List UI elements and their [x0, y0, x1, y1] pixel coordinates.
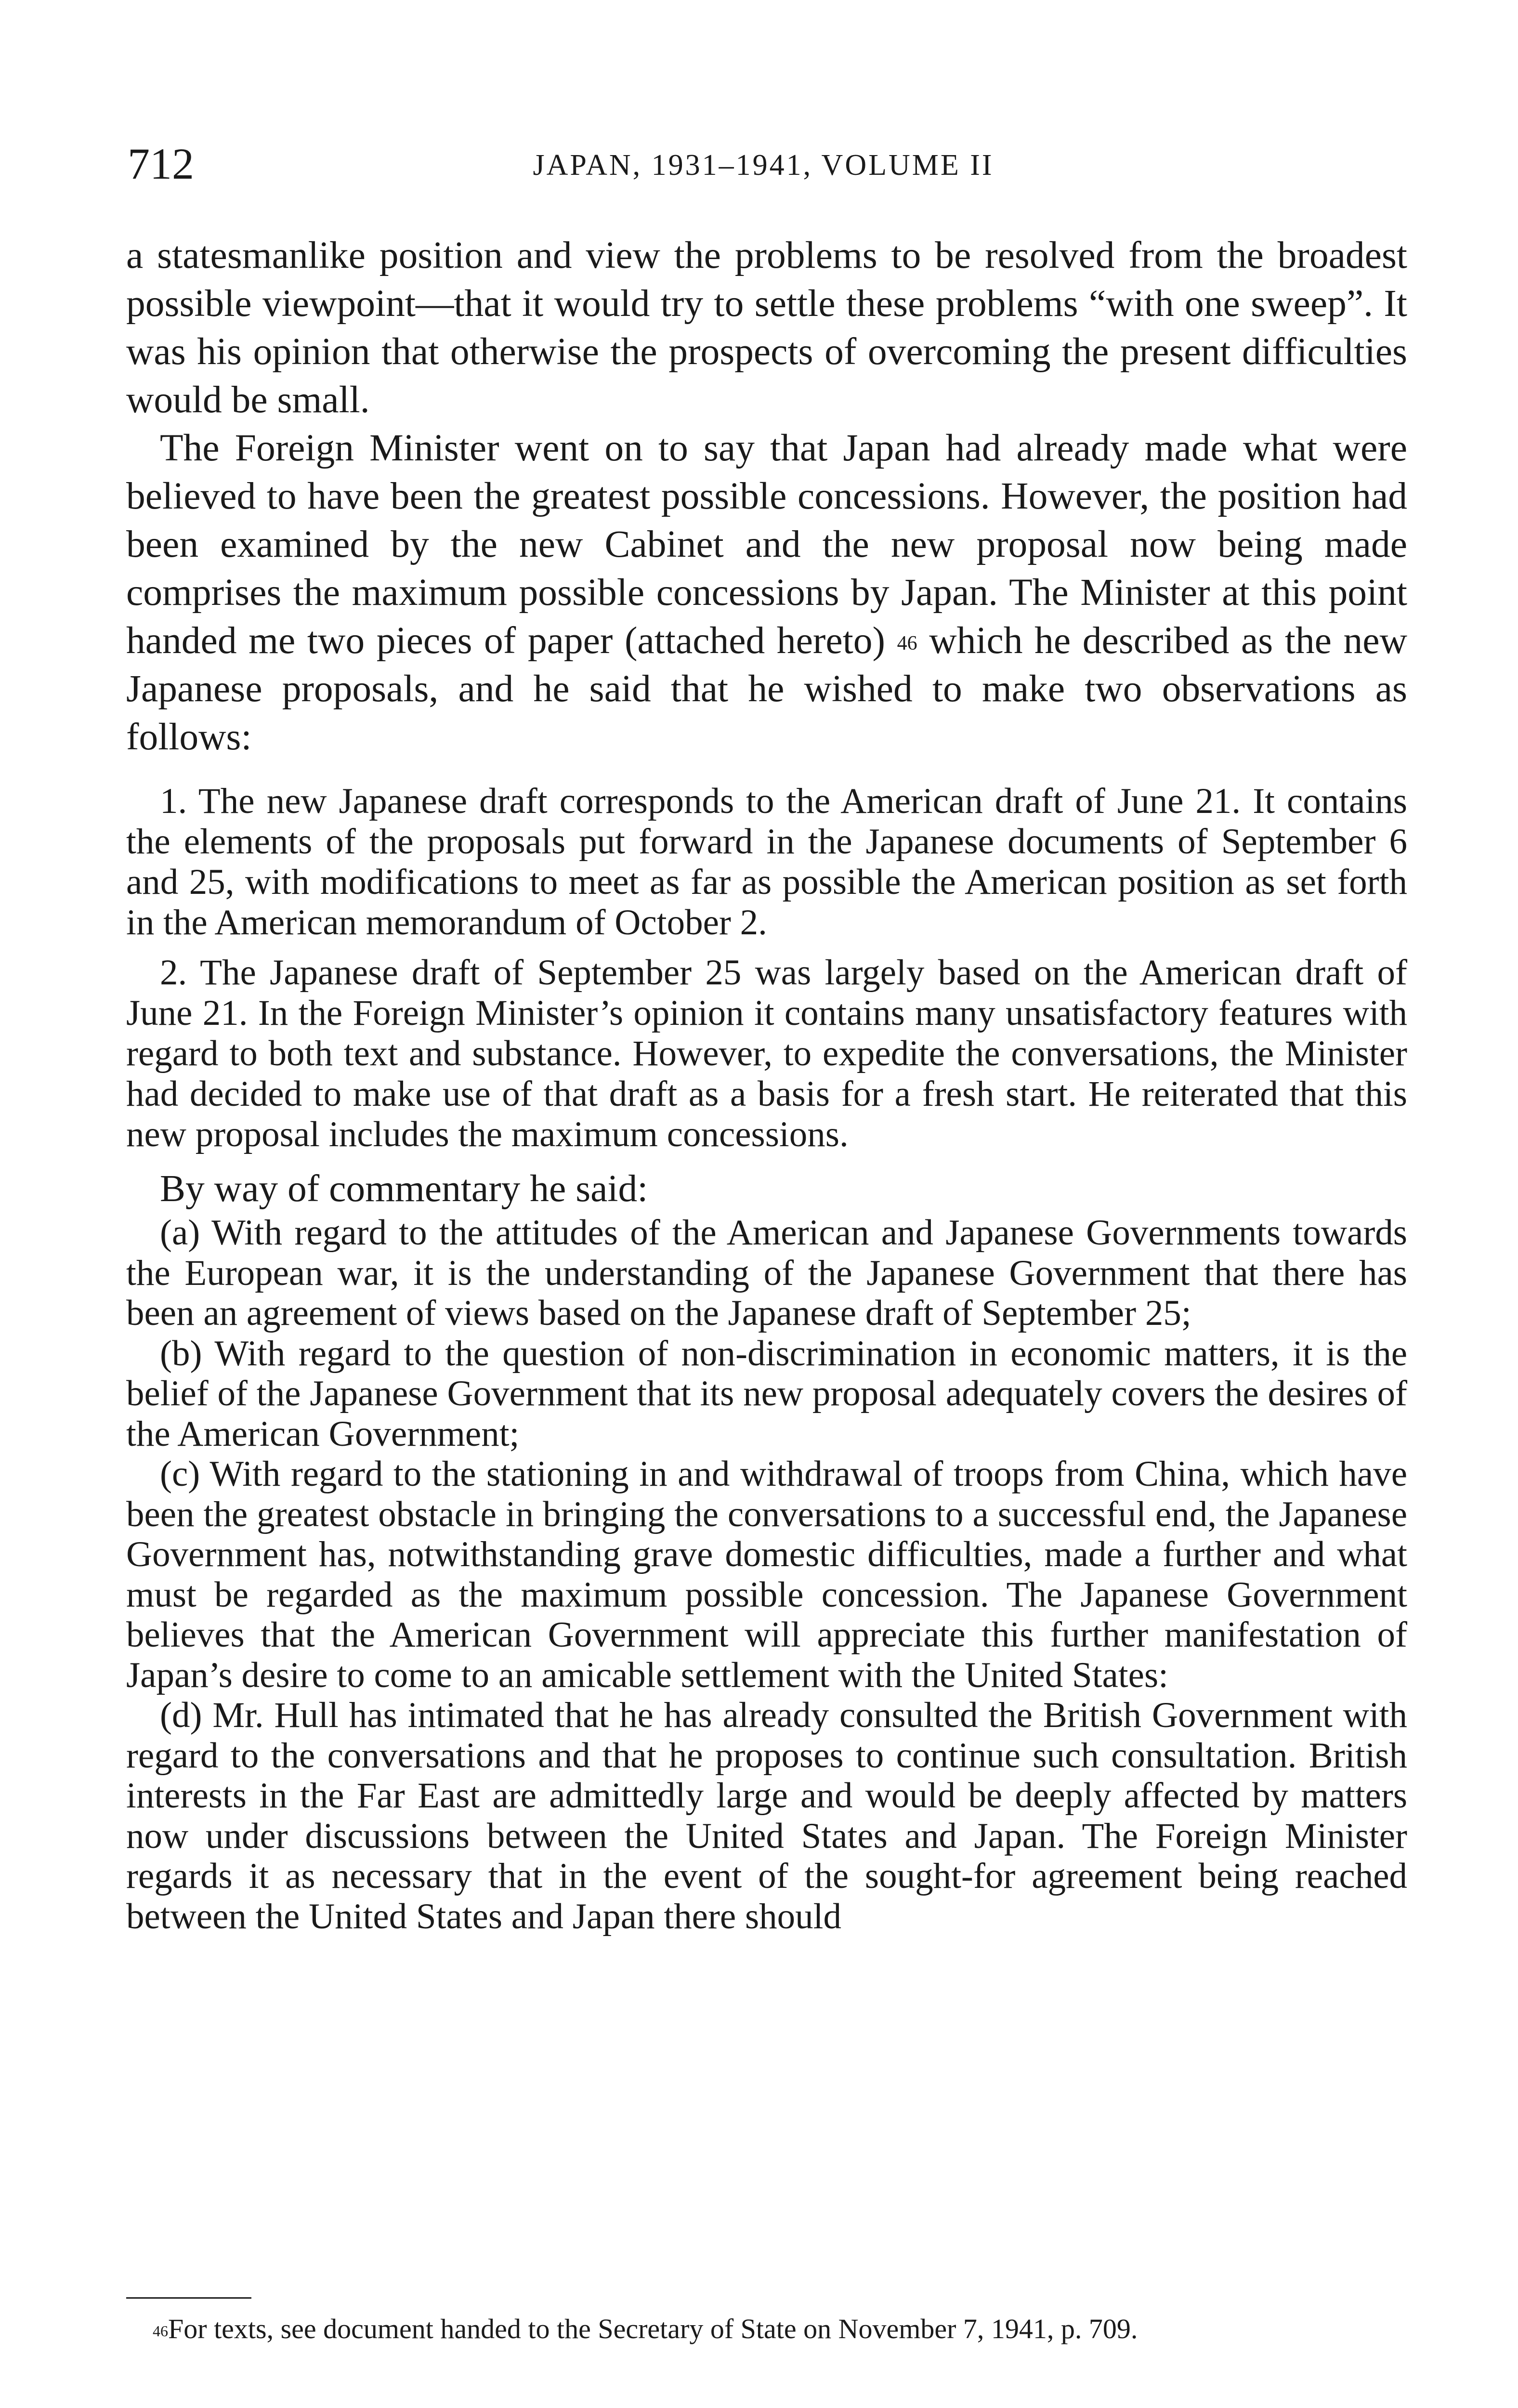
footnote-reference: 46 — [897, 632, 917, 654]
paragraph-text-before-note: The Foreign Minister went on to say that Japan had already made what were believed to have been the greatest possible concessions. However, the position had been examined by the new Cabinet and the new proposal now being made comprises the maximum possible concessions by Japan. The Minister at this point handed me two pieces of paper (attached hereto) — [126, 427, 1407, 662]
running-title: JAPAN, 1931–1941, VOLUME II — [533, 149, 994, 182]
observation-1: 1. The new Japanese draft corresponds to the American draft of June 21. It contains the elements of the proposals put forward in the Japanese documents of September 6 and 25, with modifications to meet as far as possible the American position as set forth in the American memorandum of October 2. — [126, 781, 1407, 942]
page-number: 712 — [128, 139, 194, 188]
commentary-item-d: (d) Mr. Hull has intimated that he has already consulted the British Government with regard to the conversations and that he proposes to continue such consultation. British interests in the Far East are admittedly large and would be deeply affected by matters now under discussions between the United States and Japan. The Foreign Minister regards it as necessary that in the event of the sought-for agreement being reached between the United States and Japan there should — [126, 1695, 1407, 1937]
footnote-divider — [126, 2297, 251, 2299]
footnote — [126, 2312, 1407, 2346]
paragraph-foreign-minister — [126, 424, 1407, 761]
paragraph-continuation: a statesmanlike position and view the problems to be resolved from the broadest possible viewpoint—that it would try to settle these problems “with one sweep”. It was his opinion that otherwise the prospects of overcoming the present difficulties would be small. — [126, 234, 1407, 421]
footnote-text: For texts, see document handed to the Secretary of State on November 7, 1941, p. 709. — [168, 2313, 1138, 2344]
body-text — [126, 231, 1407, 1937]
commentary-lead: By way of commentary he said: — [160, 1167, 648, 1210]
commentary-block — [126, 1213, 1407, 1937]
commentary-item-c: (c) With regard to the stationing in and withdrawal of troops from China, which have been the greatest obstacle in bringing the conversations to a successful end, the Japanese Government has, notwithstanding grave domestic difficulties, made a further and what must be regarded as the maximum possible concession. The Japanese Government believes that the American Government will appreciate this further manifestation of Japan’s desire to come to an amicable settlement with the United States: — [126, 1454, 1407, 1695]
footnote-number: 46 — [153, 2322, 168, 2340]
commentary-item-b: (b) With regard to the question of non-discrimination in economic matters, it is the belief of the Japanese Government that its new proposal adequately covers the desires of the American Government; — [126, 1333, 1407, 1454]
running-head — [128, 137, 1399, 190]
commentary-item-a: (a) With regard to the attitudes of the American and Japanese Governments towards the European war, it is the understanding of the Japanese Government that there has been an agreement of views based on the Japanese draft of September 25; — [126, 1213, 1407, 1333]
observations-block — [126, 781, 1407, 1155]
paragraph-text-after-note: which he described as the new Japanese proposals, and he said that he wished to make two observations as follows: — [126, 619, 1408, 758]
observation-2: 2. The Japanese draft of September 25 was largely based on the American draft of June 21. In the Foreign Minister’s opinion it contains many unsatisfactory features with regard to both text and substance. However, to expedite the conversations, the Minister had decided to make use of that draft as a basis for a fresh start. He reiterated that this new proposal includes the maximum concessions. — [126, 953, 1407, 1154]
